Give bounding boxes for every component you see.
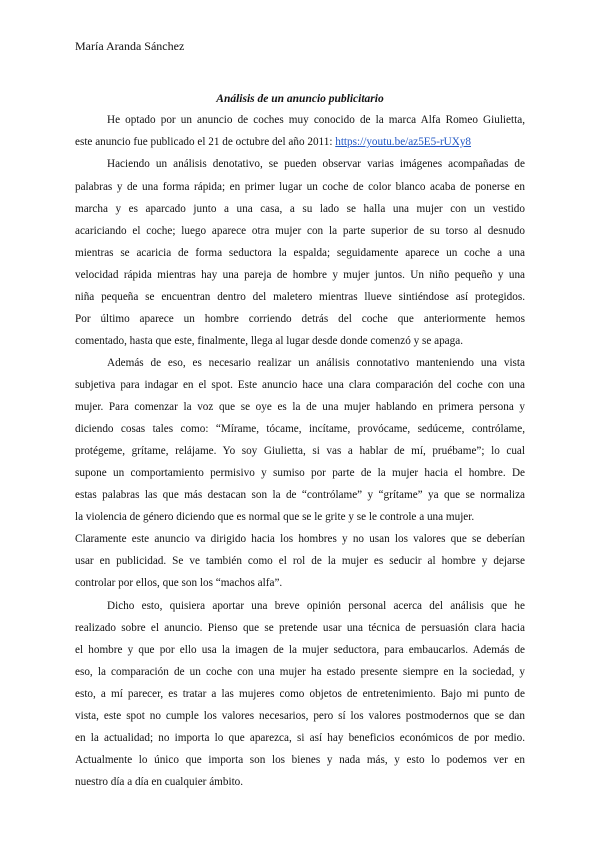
paragraph-line: niña pequeña se encuentran dentro del maletero mientras llueve sintiéndose así protegidos.	[75, 291, 525, 303]
paragraph-line: eso, la comparación de un coche con una mujer ha estado presente siempre en la sociedad, y	[75, 666, 525, 678]
author-name: María Aranda Sánchez	[75, 39, 185, 53]
paragraph-line: subjetiva para indagar en el spot. Este anuncio hace una clara comparación del coche con una	[75, 379, 525, 391]
paragraph-line	[75, 135, 525, 150]
paragraph-line: Además de eso, es necesario realizar un análisis connotativo manteniendo una vista	[107, 357, 525, 369]
paragraph-line: supone un comportamiento permisivo y sumiso por parte de la mujer hacia el hombre. De	[75, 467, 525, 479]
paragraph-line: diciendo cosas tales como: “Mírame, tócame, incítame, provócame, sedúceme, contrólame,	[75, 423, 525, 435]
youtube-link[interactable]: https://youtu.be/az5E5-rUXy8	[335, 136, 472, 148]
paragraph-line: realizado sobre el anuncio. Pienso que se pretende usar una técnica de persuasión clara hacia	[75, 622, 525, 634]
paragraph-line: Dicho esto, quisiera aportar una breve opinión personal acerca del análisis que he	[107, 600, 525, 612]
paragraph-line: esto, a mí parecer, es tratar a las mujeres como objetos de entretenimiento. Bajo mi punto de	[75, 688, 525, 700]
paragraph-line: acariciando el coche; luego aparece otra mujer con la parte superior de su torso al desnudo	[75, 225, 525, 237]
paragraph-line: comentado, hasta que este, finalmente, llega al lugar desde donde comenzó y se apaga.	[75, 335, 463, 347]
paragraph-line: usar en publicidad. Se ve también como el rol de la mujer es seducir al hombre y dejarse	[75, 555, 525, 567]
paragraph-line: protégeme, grítame, relájame. Yo soy Giulietta, si vas a hablar de mí, pruébame”; lo cual	[75, 445, 525, 457]
paragraph-line: Haciendo un análisis denotativo, se pueden observar varias imágenes acompañadas de	[107, 158, 525, 170]
paragraph-line: la violencia de género diciendo que es normal que se le grite y se le controle a una mujer.	[75, 511, 475, 523]
paragraph-line: mujer. Para comenzar la voz que se oye es la de una mujer hablando en primera persona y	[75, 401, 525, 413]
paragraph-line: el hombre y que por ello usa la imagen de la mujer seductora, para embaucarlos. Además de	[75, 644, 525, 656]
paragraph-line: marcha y es aparcado junto a una casa, a su lado se halla una mujer con un vestido	[75, 203, 525, 215]
paragraph-line: mientras se acaricia de forma seductora la espalda; seguidamente aparece un coche a una	[75, 247, 525, 259]
paragraph-line: Por último aparece un hombre corriendo detrás del coche que anteriormente hemos	[75, 313, 525, 325]
paragraph-line: Actualmente lo único que importa son los bienes y nada más, y esto lo podemos ver en	[75, 754, 525, 766]
paragraph-line: vista, este spot no cumple los valores necesarios, pero sí los valores postmodernos que se dan	[75, 710, 525, 722]
paragraph-line: controlar por ellos, que son los “machos alfa”.	[75, 577, 283, 589]
document-title: Análisis de un anuncio publicitario	[216, 93, 384, 105]
paragraph-line: Claramente este anuncio va dirigido hacia los hombres y no usan los valores que se deberían	[75, 533, 525, 545]
paragraph-line: velocidad rápida mientras hay una pareja de hombre y mujer juntos. Un niño pequeño y una	[75, 269, 525, 281]
paragraph-line: estas palabras las que más destacan son la de “contrólame” y “grítame” ya que se normaliza	[75, 489, 525, 501]
paragraph-line: palabras y de una forma rápida; en primer lugar un coche de color blanco acaba de ponerse en	[75, 181, 525, 193]
paragraph-line: He optado por un anuncio de coches muy conocido de la marca Alfa Romeo Giulietta,	[107, 114, 525, 126]
paragraph-line: en la actualidad; no importa lo que aparezca, si así hay beneficios económicos de por medio.	[75, 732, 525, 744]
paragraph-line-text: este anuncio fue publicado el 21 de octubre del año 2011:	[75, 136, 336, 148]
paragraph-line: nuestro día a día en cualquier ámbito.	[75, 776, 244, 788]
